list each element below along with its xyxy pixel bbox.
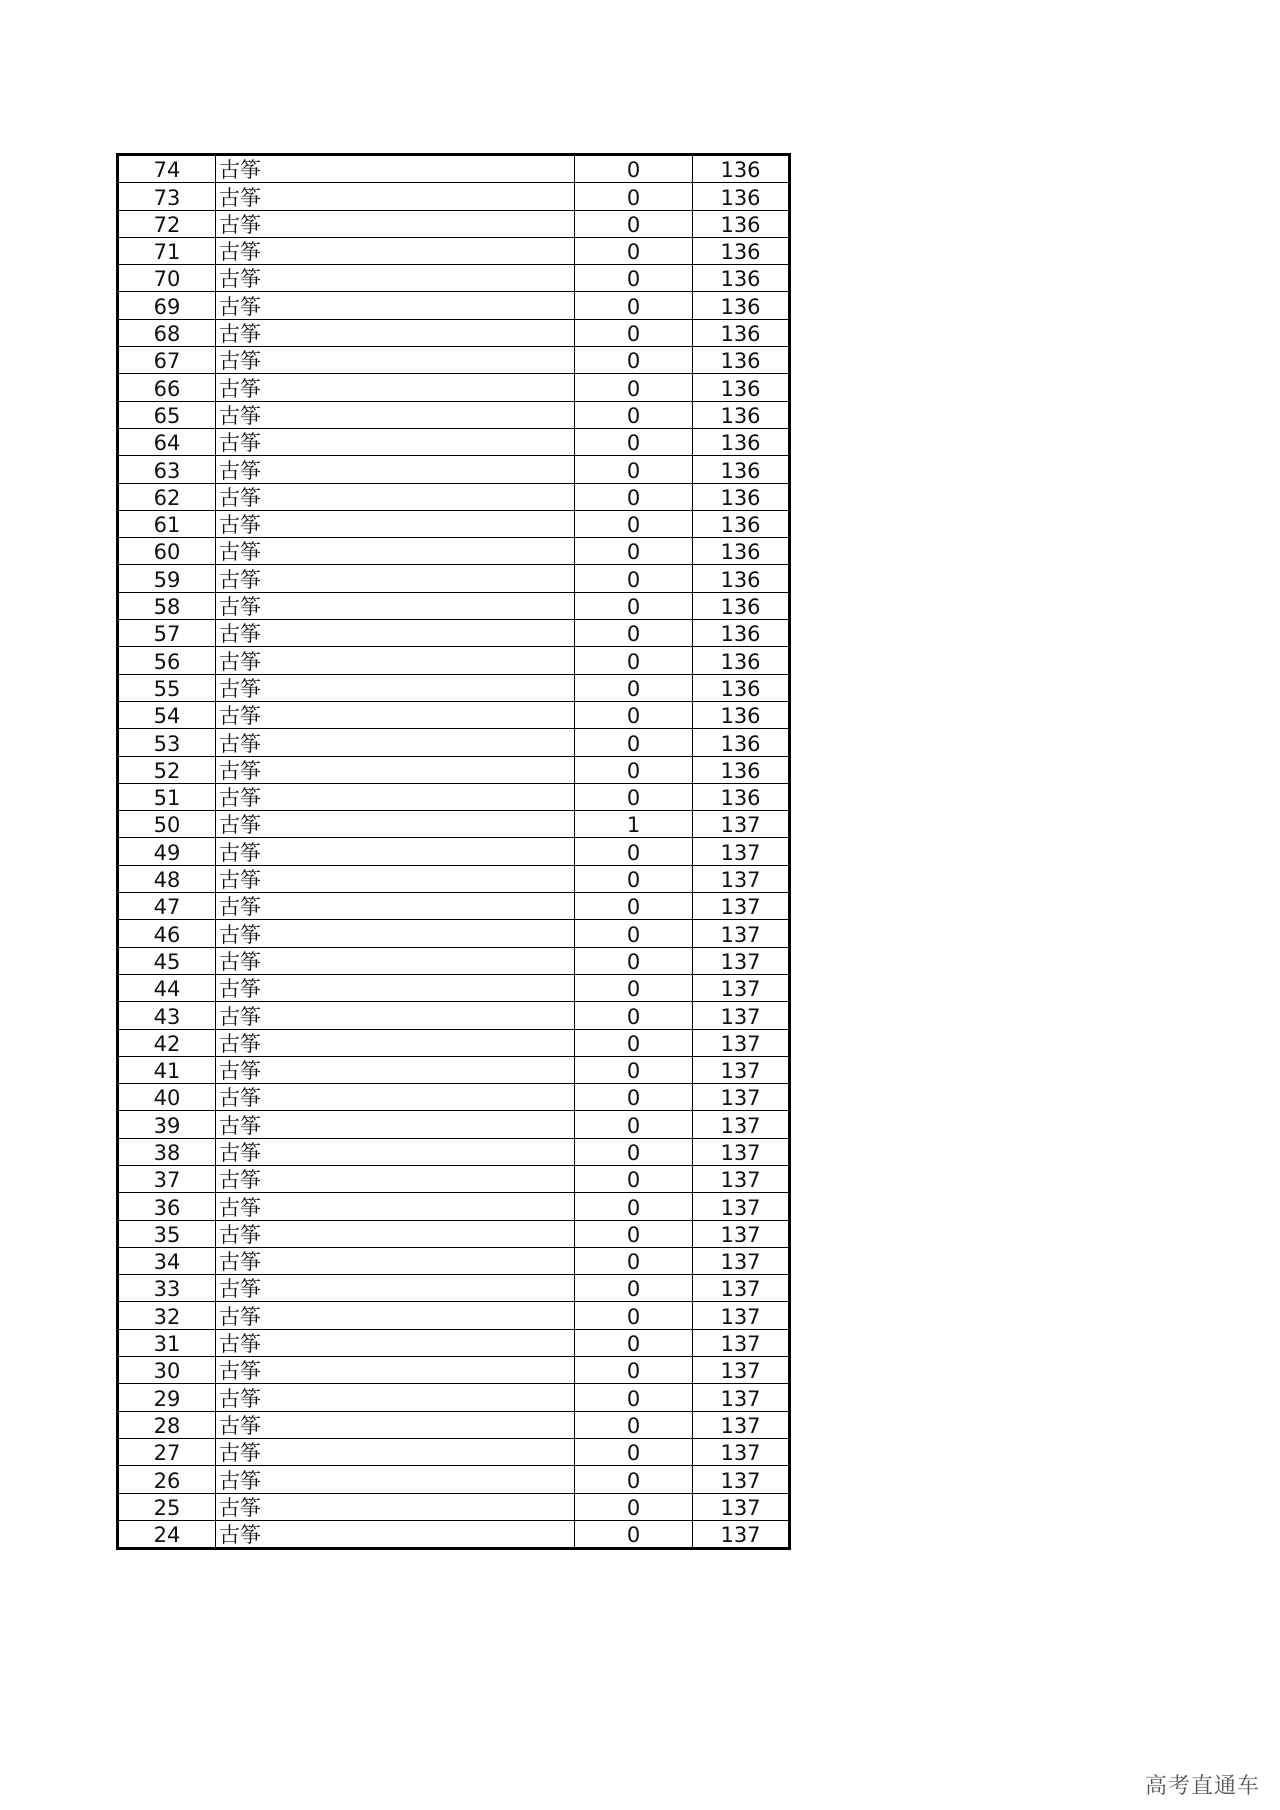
count-cell: 0 (575, 483, 693, 510)
table-row (118, 947, 790, 974)
table-row (118, 1520, 790, 1548)
count-cell: 0 (575, 647, 693, 674)
subject-cell: 古筝 (216, 1111, 575, 1138)
rank-cell: 74 (118, 155, 216, 183)
table-row (118, 210, 790, 237)
subject-cell: 古筝 (216, 183, 575, 210)
table-row (118, 510, 790, 537)
rank-cell: 57 (118, 620, 216, 647)
subject-cell: 古筝 (216, 1384, 575, 1411)
subject-cell: 古筝 (216, 319, 575, 346)
count-cell: 0 (575, 620, 693, 647)
subject-cell: 古筝 (216, 1357, 575, 1384)
table-row (118, 838, 790, 865)
count-cell: 0 (575, 1165, 693, 1192)
score-cell: 136 (693, 538, 790, 565)
score-cell: 136 (693, 155, 790, 183)
table-row (118, 620, 790, 647)
subject-cell: 古筝 (216, 210, 575, 237)
score-cell: 137 (693, 1165, 790, 1192)
subject-cell: 古筝 (216, 592, 575, 619)
table-row (118, 701, 790, 728)
score-table-body (118, 155, 790, 1549)
score-cell: 137 (693, 1029, 790, 1056)
count-cell: 0 (575, 265, 693, 292)
score-table (116, 153, 791, 1550)
rank-cell: 42 (118, 1029, 216, 1056)
subject-cell: 古筝 (216, 1084, 575, 1111)
table-row (118, 1302, 790, 1329)
score-cell: 137 (693, 947, 790, 974)
rank-cell: 64 (118, 428, 216, 455)
subject-cell: 古筝 (216, 811, 575, 838)
table-row (118, 401, 790, 428)
rank-cell: 29 (118, 1384, 216, 1411)
rank-cell: 43 (118, 1002, 216, 1029)
count-cell: 0 (575, 1220, 693, 1247)
table-row (118, 538, 790, 565)
subject-cell: 古筝 (216, 237, 575, 264)
count-cell: 0 (575, 1193, 693, 1220)
subject-cell: 古筝 (216, 538, 575, 565)
subject-cell: 古筝 (216, 1329, 575, 1356)
score-cell: 136 (693, 565, 790, 592)
count-cell: 0 (575, 1111, 693, 1138)
subject-cell: 古筝 (216, 1466, 575, 1493)
count-cell: 0 (575, 1357, 693, 1384)
score-cell: 137 (693, 1247, 790, 1274)
subject-cell: 古筝 (216, 483, 575, 510)
table-row (118, 292, 790, 319)
score-cell: 137 (693, 1193, 790, 1220)
score-cell: 137 (693, 1329, 790, 1356)
subject-cell: 古筝 (216, 155, 575, 183)
count-cell: 0 (575, 1438, 693, 1465)
score-cell: 136 (693, 701, 790, 728)
score-cell: 137 (693, 1275, 790, 1302)
subject-cell: 古筝 (216, 1520, 575, 1548)
subject-cell: 古筝 (216, 1493, 575, 1520)
score-cell: 136 (693, 483, 790, 510)
count-cell: 0 (575, 592, 693, 619)
score-cell: 136 (693, 674, 790, 701)
table-row (118, 428, 790, 455)
subject-cell: 古筝 (216, 1438, 575, 1465)
rank-cell: 27 (118, 1438, 216, 1465)
rank-cell: 68 (118, 319, 216, 346)
count-cell: 0 (575, 865, 693, 892)
score-cell: 137 (693, 1438, 790, 1465)
count-cell: 0 (575, 1466, 693, 1493)
table-row (118, 1384, 790, 1411)
score-cell: 136 (693, 265, 790, 292)
table-row (118, 893, 790, 920)
score-cell: 136 (693, 620, 790, 647)
table-row (118, 1357, 790, 1384)
table-row (118, 237, 790, 264)
count-cell: 0 (575, 674, 693, 701)
subject-cell: 古筝 (216, 756, 575, 783)
table-row (118, 1165, 790, 1192)
score-cell: 137 (693, 1493, 790, 1520)
rank-cell: 54 (118, 701, 216, 728)
rank-cell: 53 (118, 729, 216, 756)
score-cell: 137 (693, 1084, 790, 1111)
table-row (118, 783, 790, 810)
rank-cell: 72 (118, 210, 216, 237)
rank-cell: 71 (118, 237, 216, 264)
table-row (118, 155, 790, 183)
rank-cell: 24 (118, 1520, 216, 1548)
subject-cell: 古筝 (216, 428, 575, 455)
rank-cell: 25 (118, 1493, 216, 1520)
score-cell: 137 (693, 1466, 790, 1493)
rank-cell: 47 (118, 893, 216, 920)
score-cell: 137 (693, 811, 790, 838)
count-cell: 0 (575, 401, 693, 428)
count-cell: 0 (575, 701, 693, 728)
score-cell: 136 (693, 237, 790, 264)
count-cell: 0 (575, 1002, 693, 1029)
table-row (118, 1275, 790, 1302)
table-row (118, 265, 790, 292)
score-cell: 137 (693, 1411, 790, 1438)
score-cell: 136 (693, 729, 790, 756)
count-cell: 0 (575, 374, 693, 401)
count-cell: 0 (575, 319, 693, 346)
score-cell: 137 (693, 1220, 790, 1247)
subject-cell: 古筝 (216, 647, 575, 674)
subject-cell: 古筝 (216, 292, 575, 319)
count-cell: 0 (575, 838, 693, 865)
rank-cell: 34 (118, 1247, 216, 1274)
count-cell: 0 (575, 1329, 693, 1356)
count-cell: 0 (575, 1275, 693, 1302)
rank-cell: 31 (118, 1329, 216, 1356)
table-row (118, 592, 790, 619)
table-row (118, 347, 790, 374)
table-row (118, 1084, 790, 1111)
rank-cell: 32 (118, 1302, 216, 1329)
count-cell: 0 (575, 456, 693, 483)
count-cell: 0 (575, 1138, 693, 1165)
rank-cell: 33 (118, 1275, 216, 1302)
count-cell: 0 (575, 1056, 693, 1083)
subject-cell: 古筝 (216, 1220, 575, 1247)
rank-cell: 65 (118, 401, 216, 428)
count-cell: 0 (575, 292, 693, 319)
rank-cell: 58 (118, 592, 216, 619)
score-cell: 136 (693, 756, 790, 783)
rank-cell: 35 (118, 1220, 216, 1247)
table-row (118, 1138, 790, 1165)
count-cell: 0 (575, 947, 693, 974)
rank-cell: 38 (118, 1138, 216, 1165)
count-cell: 0 (575, 756, 693, 783)
rank-cell: 44 (118, 974, 216, 1001)
subject-cell: 古筝 (216, 1029, 575, 1056)
count-cell: 0 (575, 1493, 693, 1520)
subject-cell: 古筝 (216, 1165, 575, 1192)
subject-cell: 古筝 (216, 865, 575, 892)
score-cell: 137 (693, 865, 790, 892)
score-cell: 136 (693, 347, 790, 374)
score-cell: 136 (693, 647, 790, 674)
score-cell: 137 (693, 1520, 790, 1548)
score-cell: 136 (693, 456, 790, 483)
count-cell: 0 (575, 920, 693, 947)
count-cell: 0 (575, 565, 693, 592)
subject-cell: 古筝 (216, 620, 575, 647)
rank-cell: 69 (118, 292, 216, 319)
table-row (118, 1029, 790, 1056)
score-cell: 137 (693, 1056, 790, 1083)
table-row (118, 674, 790, 701)
count-cell: 0 (575, 237, 693, 264)
rank-cell: 48 (118, 865, 216, 892)
subject-cell: 古筝 (216, 729, 575, 756)
rank-cell: 45 (118, 947, 216, 974)
rank-cell: 37 (118, 1165, 216, 1192)
subject-cell: 古筝 (216, 947, 575, 974)
score-cell: 137 (693, 838, 790, 865)
count-cell: 0 (575, 510, 693, 537)
subject-cell: 古筝 (216, 510, 575, 537)
rank-cell: 60 (118, 538, 216, 565)
subject-cell: 古筝 (216, 783, 575, 810)
table-row (118, 456, 790, 483)
table-row (118, 1466, 790, 1493)
table-row (118, 183, 790, 210)
count-cell: 0 (575, 1384, 693, 1411)
subject-cell: 古筝 (216, 401, 575, 428)
score-cell: 137 (693, 1002, 790, 1029)
table-row (118, 756, 790, 783)
rank-cell: 73 (118, 183, 216, 210)
count-cell: 0 (575, 538, 693, 565)
count-cell: 0 (575, 974, 693, 1001)
score-cell: 137 (693, 893, 790, 920)
table-row (118, 729, 790, 756)
table-row (118, 1056, 790, 1083)
rank-cell: 52 (118, 756, 216, 783)
rank-cell: 66 (118, 374, 216, 401)
subject-cell: 古筝 (216, 893, 575, 920)
rank-cell: 67 (118, 347, 216, 374)
rank-cell: 70 (118, 265, 216, 292)
table-row (118, 1193, 790, 1220)
rank-cell: 28 (118, 1411, 216, 1438)
subject-cell: 古筝 (216, 265, 575, 292)
table-row (118, 1493, 790, 1520)
rank-cell: 61 (118, 510, 216, 537)
score-cell: 136 (693, 374, 790, 401)
table-row (118, 920, 790, 947)
count-cell: 1 (575, 811, 693, 838)
score-cell: 136 (693, 510, 790, 537)
score-cell: 136 (693, 292, 790, 319)
rank-cell: 63 (118, 456, 216, 483)
subject-cell: 古筝 (216, 565, 575, 592)
subject-cell: 古筝 (216, 1411, 575, 1438)
rank-cell: 59 (118, 565, 216, 592)
subject-cell: 古筝 (216, 1002, 575, 1029)
score-cell: 136 (693, 210, 790, 237)
score-cell: 136 (693, 401, 790, 428)
table-row (118, 1329, 790, 1356)
count-cell: 0 (575, 1084, 693, 1111)
rank-cell: 50 (118, 811, 216, 838)
count-cell: 0 (575, 183, 693, 210)
count-cell: 0 (575, 893, 693, 920)
table-row (118, 1002, 790, 1029)
count-cell: 0 (575, 1520, 693, 1548)
score-cell: 137 (693, 1384, 790, 1411)
subject-cell: 古筝 (216, 838, 575, 865)
score-cell: 136 (693, 319, 790, 346)
subject-cell: 古筝 (216, 1056, 575, 1083)
score-cell: 136 (693, 592, 790, 619)
table-row (118, 974, 790, 1001)
score-cell: 137 (693, 920, 790, 947)
subject-cell: 古筝 (216, 1193, 575, 1220)
count-cell: 0 (575, 729, 693, 756)
table-row (118, 811, 790, 838)
count-cell: 0 (575, 210, 693, 237)
count-cell: 0 (575, 1302, 693, 1329)
subject-cell: 古筝 (216, 374, 575, 401)
rank-cell: 62 (118, 483, 216, 510)
table-row (118, 483, 790, 510)
rank-cell: 30 (118, 1357, 216, 1384)
watermark-text: 高考直通车 (1144, 1774, 1260, 1799)
score-cell: 137 (693, 1302, 790, 1329)
count-cell: 0 (575, 1411, 693, 1438)
rank-cell: 40 (118, 1084, 216, 1111)
subject-cell: 古筝 (216, 1138, 575, 1165)
rank-cell: 56 (118, 647, 216, 674)
subject-cell: 古筝 (216, 920, 575, 947)
subject-cell: 古筝 (216, 674, 575, 701)
subject-cell: 古筝 (216, 347, 575, 374)
table-row (118, 1247, 790, 1274)
subject-cell: 古筝 (216, 1275, 575, 1302)
table-row (118, 1220, 790, 1247)
subject-cell: 古筝 (216, 1302, 575, 1329)
rank-cell: 39 (118, 1111, 216, 1138)
subject-cell: 古筝 (216, 974, 575, 1001)
table-row (118, 374, 790, 401)
count-cell: 0 (575, 428, 693, 455)
count-cell: 0 (575, 155, 693, 183)
count-cell: 0 (575, 783, 693, 810)
subject-cell: 古筝 (216, 456, 575, 483)
rank-cell: 36 (118, 1193, 216, 1220)
score-cell: 137 (693, 974, 790, 1001)
score-cell: 137 (693, 1138, 790, 1165)
rank-cell: 26 (118, 1466, 216, 1493)
score-cell: 137 (693, 1111, 790, 1138)
table-row (118, 565, 790, 592)
table-row (118, 865, 790, 892)
table-row (118, 1438, 790, 1465)
rank-cell: 51 (118, 783, 216, 810)
table-row (118, 1411, 790, 1438)
rank-cell: 46 (118, 920, 216, 947)
subject-cell: 古筝 (216, 1247, 575, 1274)
table-row (118, 319, 790, 346)
rank-cell: 41 (118, 1056, 216, 1083)
score-cell: 136 (693, 428, 790, 455)
table-row (118, 1111, 790, 1138)
count-cell: 0 (575, 347, 693, 374)
count-cell: 0 (575, 1029, 693, 1056)
table-row (118, 647, 790, 674)
subject-cell: 古筝 (216, 701, 575, 728)
score-cell: 137 (693, 1357, 790, 1384)
rank-cell: 49 (118, 838, 216, 865)
score-cell: 136 (693, 183, 790, 210)
count-cell: 0 (575, 1247, 693, 1274)
rank-cell: 55 (118, 674, 216, 701)
score-cell: 136 (693, 783, 790, 810)
